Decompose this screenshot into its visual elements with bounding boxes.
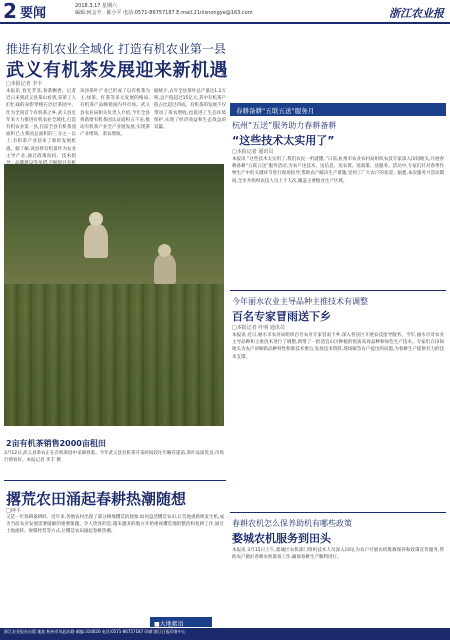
masthead-meta: 2018.3.17 星期六 编辑:何会升 · 陈小平 电话:0571-86757187 E-mail:21nlsnongye@163.com [75,3,253,16]
page-number: 2 [3,0,17,23]
page-footer: 浙江农业报社出版 地址:杭州市凤起东路 邮编:310020 电话:0571-86757187 印刷:浙江日报印务中心 [0,628,450,640]
lead-headline: 武义有机茶发展迎来新机遇 [6,60,228,81]
photo-caption-title: 2亩有机茶销售2000亩租田 [6,439,106,448]
photo-caption-body: 3月12日,武义县茶农正在有机茶园中采摘春茶。今年武义县有机茶开采时间较往年略有提前,茶叶品质优良,市场行情看好。本报记者 李丰 摄 [4,451,224,463]
divider [230,290,446,291]
sidebar3-kicker: 春耕农机怎么保养助机有哪些政策 [232,519,352,528]
sidebar2-byline: □本报记者 叶明 通讯员 [232,325,285,331]
sidebar1-byline: □本报记者 通讯员 [232,149,274,155]
sidebar3-headline: 婺城农机服务到田头 [232,532,331,545]
bottom-byline: □钟平 [6,508,21,514]
tea-garden-photo [4,164,224,426]
lead-byline: □本报记者 李丰 [6,81,43,87]
bottom-headline: 撂荒农田涌起春耕热潮随想 [6,490,187,508]
sidebar1-headline: “这些技术太实用了” [232,134,335,147]
sidebar2-body: 本报讯 近日,丽水市农业局组织百名农业专家冒雨下乡,深入各县区开展农技指导服务。今年,丽水市对农业主导品种和主推技术进行了调整,新增了一批适宜山区种植的优质高效品种和绿色生产技术。专家们在田间地头为农户讲解新品种特性和新技术要点,发放技术资料,现场解答农户提出的问题,为春耕生产提供有力的技术支撑。 [232,333,444,360]
bottom-body: 又是一年春耕备耕时。近年来,各地农村出现了部分耕地撂荒的现象,如何盘活撂荒农田,让荒地重新焕发生机,成为当前农业发展需要破解的重要课题。令人欣喜的是,越来越多的地方开始重视撂荒地的整治和复耕工作,通过土地流转、规模经营等方式,让撂荒农田涌起春耕热潮。 [6,515,224,535]
sidebar-band: 春耕备耕“五联五送”服务月 [230,103,446,116]
sidebar3-body: 本报讯 3月15日上午,婺城区农机部门组织技术人员深入田间,为农户开展农机维修保养和政策宣传服务,帮助农户做好春耕农机准备工作,确保春耕生产顺利进行。 [232,548,444,561]
sidebar2-headline: 百名专家冒雨送下乡 [232,310,331,323]
column-tag: ■大地絮语 [150,617,212,627]
sidebar1-body: 本报讯 “这些技术太实用了,我们农民一听就懂。”日前,杭州市农业农村局组织农技专家深入田间地头,开展春耕备耕“五联五送”服务活动,为农户送技术、送信息、送农资、送政策、送服务。活动中,专家们针对春季作物生产中的关键环节进行现场指导,帮助农户解决生产难题,受到了广大农户的欢迎。据悉,本次服务月活动期间,全市共组织农技人员上千人次,覆盖主要粮食生产区域。 [232,157,444,184]
masthead [0,0,450,24]
lead-column-2: 该县茶叶产业已形成了以有机茶为主,绿茶、红茶等多元发展的格局,有机茶产品畅销国内外市场。武义县农业局相关负责人介绍,今年全县将新增有机茶园认证面积五千亩,推动有机茶产业全产业链发展,实现茶产业增效、茶农增收。 [80,89,150,138]
divider [230,512,446,513]
sidebar2-kicker: 今年丽水农业主导品种主推技术有调整 [232,297,368,306]
lead-dek: 推进有机农业全域化 打造有机农业第一县 [6,42,226,56]
divider [4,480,226,481]
lead-column-3: 据统计,去年全县茶叶总产量达1.2万吨,总产值超过15亿元,其中有机茶产值占比超过四成。有机茶的发展不仅带动了茶农增收,也促进了生态环境保护,实现了经济效益和生态效益的双赢。 [154,89,226,131]
section-name: 要闻 [20,6,47,21]
lead-column-1: 本报讯 春光芳菲,春茶飘香。记者近日来到武义县茶山看到,采茶工人们忙碌的身影穿梭在层层茶园中。作为全国首个有机茶之乡,武义县近年来大力推进有机农业全域化,打造有机农业第一县,目前全县有机茶园面积已占茶园总面积的三分之一以上,有机茶产业迎来了新的发展机遇。据了解,该县将有机茶作为农业主导产业,通过政策扶持、技术指 [6,89,76,159]
newspaper-logo: 浙江农业报 [389,7,444,20]
sidebar1-kicker: 杭州“五送”服务助力春耕备耕 [232,121,337,130]
